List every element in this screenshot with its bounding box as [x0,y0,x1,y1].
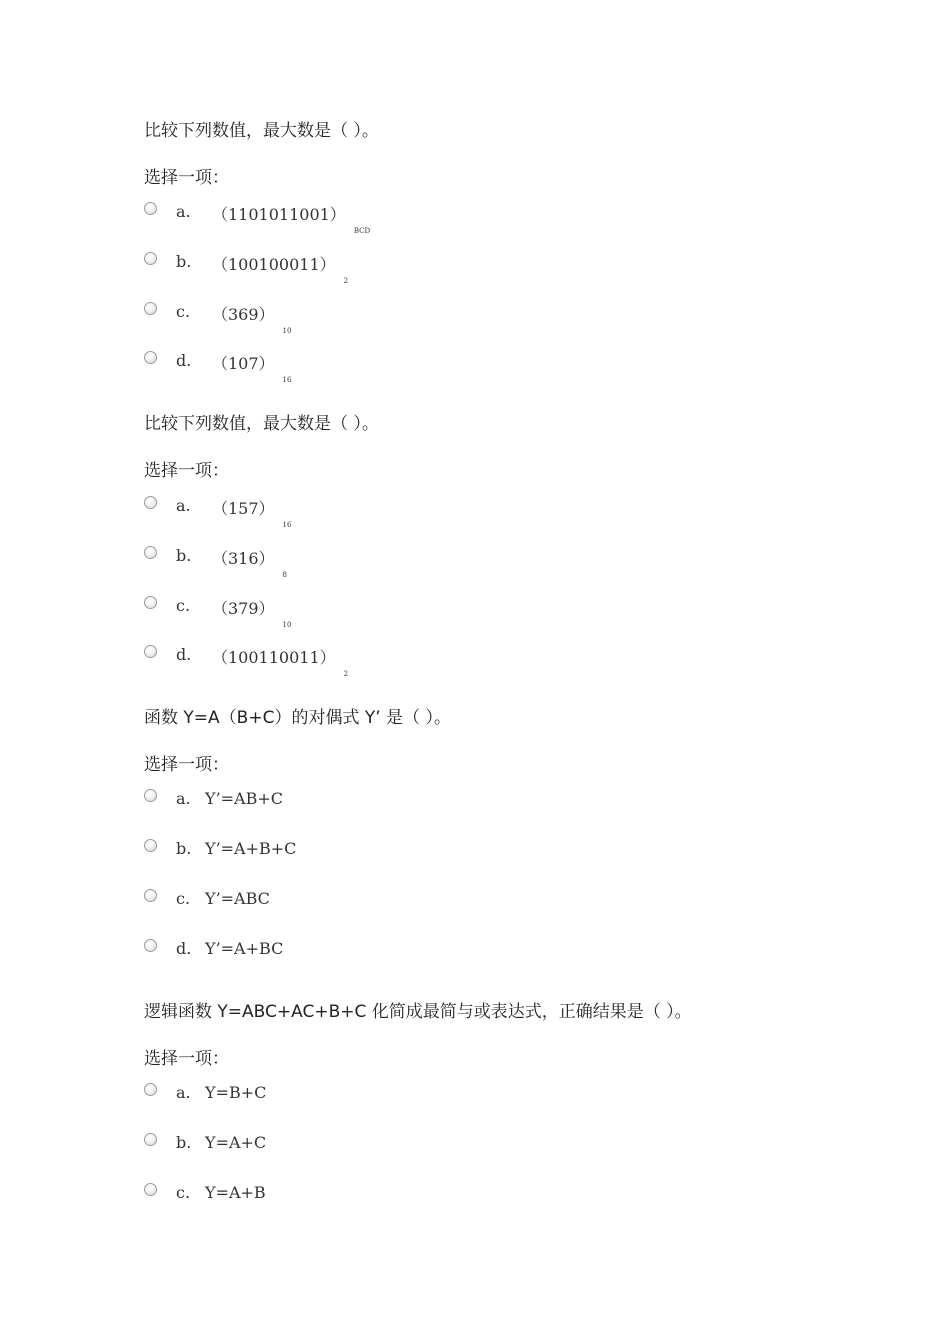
radio-button[interactable] [144,496,157,509]
option-value: $(100100011)_2$ [212,255,349,285]
radio-button[interactable] [144,546,157,559]
question-2-prompt: 选择一项： [144,461,229,481]
option-value: Y=B+C [205,1083,267,1102]
option-letter: c. [176,302,191,321]
option-letter: c. [176,1183,191,1202]
question-3-text: 函数 Y=A（B+C）的对偶式 Y’ 是（ ）。 [144,708,451,728]
radio-button[interactable] [144,789,157,802]
question-3-prompt: 选择一项： [144,755,229,775]
radio-button[interactable] [144,939,157,952]
radio-button[interactable] [144,889,157,902]
option-value: Y=A+B [205,1183,266,1202]
option-letter: d. [176,645,192,664]
option-letter: d. [176,351,192,370]
question-1-text: 比较下列数值，最大数是（ ）。 [144,121,379,141]
option-letter: a. [176,1083,191,1102]
radio-button[interactable] [144,302,157,315]
option-letter: b. [176,1133,192,1152]
option-value: Y’=A+BC [205,939,284,958]
option-letter: a. [176,496,191,515]
option-letter: c. [176,596,191,615]
radio-button[interactable] [144,645,157,658]
radio-button[interactable] [144,1183,157,1196]
option-subscript: 10 [282,621,292,629]
option-letter: a. [176,202,191,221]
radio-button[interactable] [144,1133,157,1146]
radio-button[interactable] [144,596,157,609]
option-value: Y’=AB+C [205,789,284,808]
option-subscript: 8 [282,571,288,579]
option-letter: b. [176,839,192,858]
option-value: $(1101011001)_{BCD}$ [212,205,371,235]
option-subscript: 10 [282,327,292,335]
option-letter: b. [176,546,192,565]
radio-button[interactable] [144,202,157,215]
option-subscript: 16 [282,521,292,529]
radio-button[interactable] [144,839,157,852]
question-1-prompt: 选择一项： [144,168,229,188]
radio-button[interactable] [144,252,157,265]
radio-button[interactable] [144,351,157,364]
option-value: $(379)_{10}$ [212,599,292,629]
option-letter: b. [176,252,192,271]
option-value: $(107)_{16}$ [212,354,292,384]
option-value: $(316)_8$ [212,549,288,579]
question-4-prompt: 选择一项： [144,1049,229,1069]
option-value: Y=A+C [205,1133,267,1152]
option-subscript: BCD [353,227,371,235]
option-value: Y’=ABC [205,889,270,908]
option-subscript: 2 [343,670,349,678]
option-value: $(157)_{16}$ [212,499,292,529]
option-letter: c. [176,889,191,908]
question-4-text: 逻辑函数 Y=ABC+AC+B+C 化简成最简与或表达式，正确结果是（ ）。 [144,1002,692,1022]
radio-button[interactable] [144,1083,157,1096]
option-value: $(369)_{10}$ [212,305,292,335]
option-subscript: 16 [282,376,292,384]
option-letter: a. [176,789,191,808]
option-value: $(100110011)_2$ [212,648,349,678]
option-letter: d. [176,939,192,958]
option-value: Y’=A+B+C [205,839,297,858]
question-2-text: 比较下列数值，最大数是（ ）。 [144,414,379,434]
option-subscript: 2 [343,277,349,285]
